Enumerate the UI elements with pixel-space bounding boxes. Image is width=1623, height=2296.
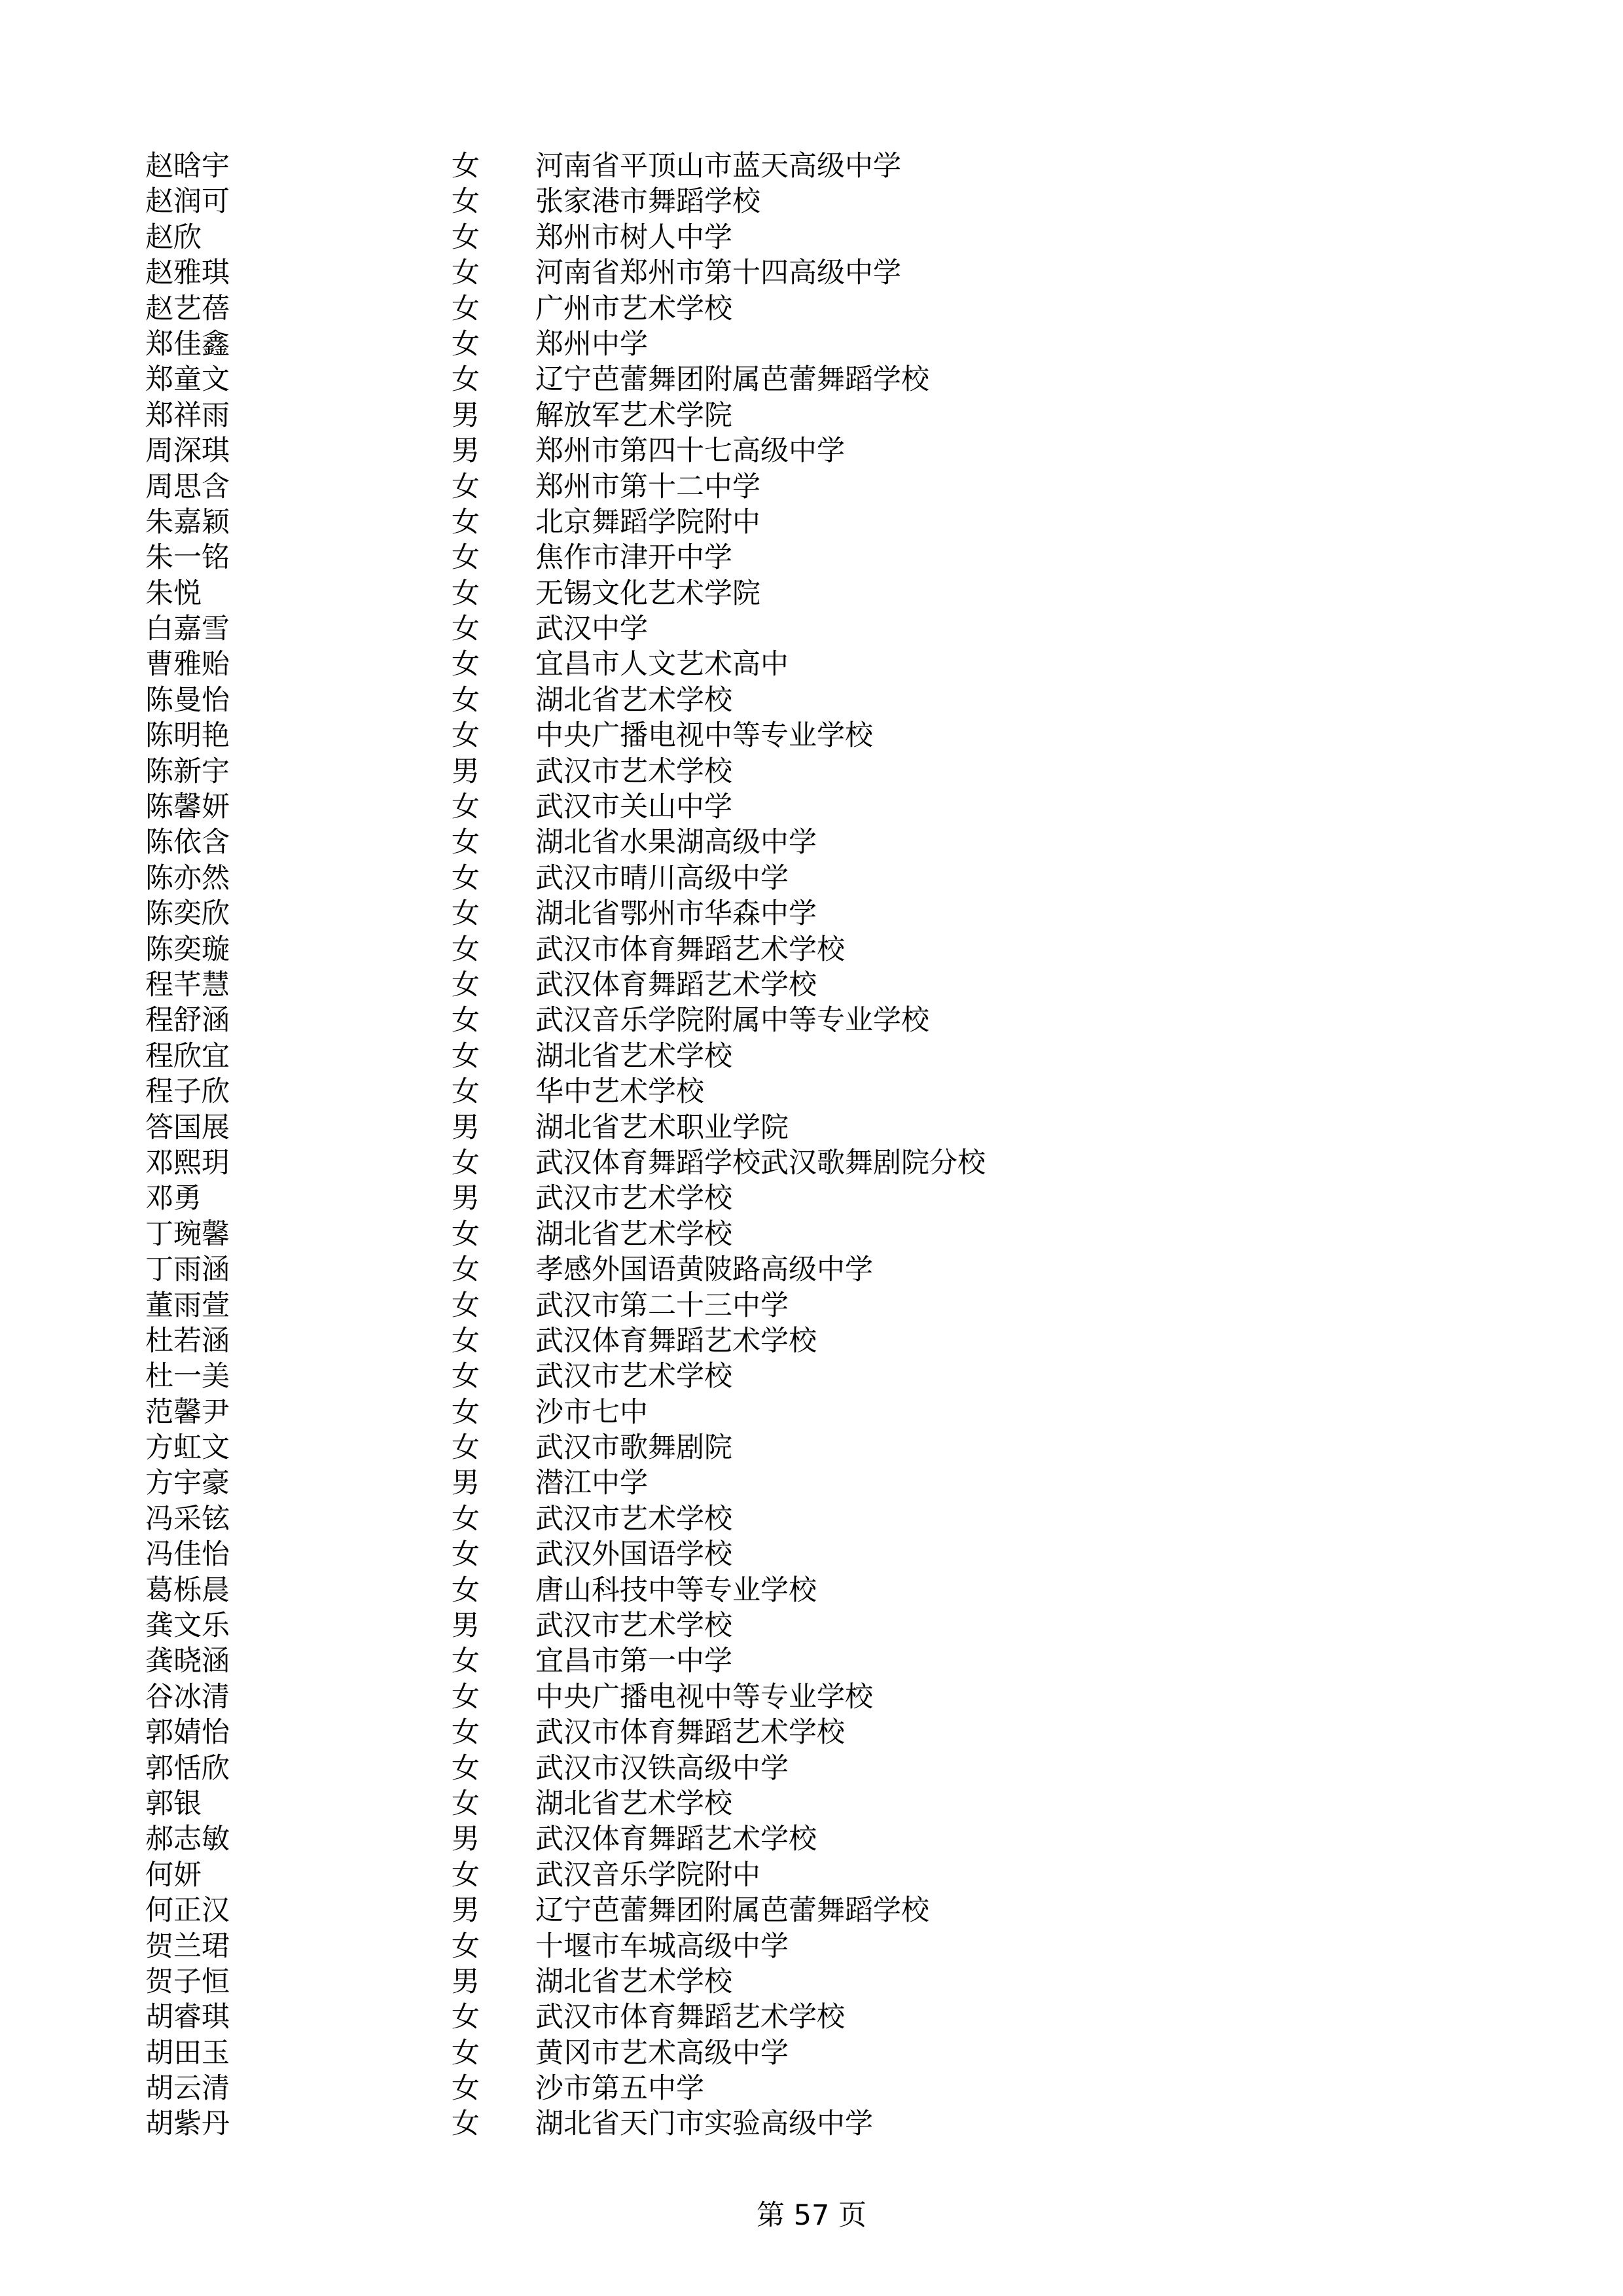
student-gender: 男: [452, 1894, 480, 1928]
list-item: [0, 398, 1623, 433]
student-school: 北京舞蹈学院附中: [535, 505, 760, 539]
list-item: [0, 1395, 1623, 1430]
student-school: 武汉市体育舞蹈艺术学校: [535, 1716, 845, 1749]
student-gender: 女: [452, 2108, 480, 2141]
list-item: [0, 1430, 1623, 1465]
student-gender: 女: [452, 1787, 480, 1820]
list-item: [0, 1288, 1623, 1323]
student-gender: 女: [452, 327, 480, 361]
student-school: 湖北省艺术学校: [535, 1965, 732, 1998]
student-name: 郑佳鑫: [145, 327, 230, 361]
student-name: 程芊慧: [145, 968, 230, 1001]
list-item: [0, 1786, 1623, 1821]
list-item: [0, 1039, 1623, 1074]
student-school: 湖北省艺术学校: [535, 1217, 732, 1251]
student-gender: 女: [452, 1858, 480, 1892]
student-name: 杜一美: [145, 1360, 230, 1393]
student-name: 周深琪: [145, 435, 230, 468]
student-gender: 女: [452, 826, 480, 859]
list-item: [0, 291, 1623, 327]
student-school: 武汉市艺术学校: [535, 1609, 732, 1643]
student-gender: 女: [452, 968, 480, 1001]
student-school: 宜昌市第一中学: [535, 1645, 732, 1678]
list-item: [0, 754, 1623, 789]
student-name: 程欣宜: [145, 1039, 230, 1073]
list-item: [0, 1501, 1623, 1537]
student-school: 宜昌市人文艺术高中: [535, 648, 789, 681]
student-school: 郑州中学: [535, 327, 648, 361]
list-item: [0, 1573, 1623, 1608]
student-name: 贺子恒: [145, 1965, 230, 1998]
student-gender: 女: [452, 897, 480, 931]
student-gender: 女: [452, 185, 480, 219]
student-school: 湖北省鄂州市华森中学: [535, 897, 817, 931]
student-gender: 女: [452, 861, 480, 895]
list-item: [0, 861, 1623, 896]
student-name: 董雨萱: [145, 1289, 230, 1322]
student-name: 冯佳怡: [145, 1538, 230, 1571]
student-school: 武汉市艺术学校: [535, 1502, 732, 1535]
student-name: 陈曼怡: [145, 683, 230, 717]
student-name: 郭恬欣: [145, 1751, 230, 1785]
student-name: 陈奕璇: [145, 933, 230, 966]
student-name: 郭银: [145, 1787, 202, 1820]
list-item: [0, 1323, 1623, 1359]
list-item: [0, 647, 1623, 682]
student-school: 武汉市关山中学: [535, 791, 732, 824]
student-school: 沙市第五中学: [535, 2072, 704, 2106]
student-name: 龚晓涵: [145, 1645, 230, 1678]
student-gender: 女: [452, 719, 480, 753]
student-name: 朱嘉颖: [145, 505, 230, 539]
student-name: 陈亦然: [145, 861, 230, 895]
student-gender: 女: [452, 1680, 480, 1713]
student-name: 朱一铭: [145, 541, 230, 575]
list-item: [0, 1821, 1623, 1857]
list-item: [0, 1715, 1623, 1750]
student-name: 方虹文: [145, 1431, 230, 1465]
student-gender: 女: [452, 1716, 480, 1749]
student-school: 湖北省艺术学校: [535, 1787, 732, 1820]
student-gender: 女: [452, 1502, 480, 1535]
student-school: 黄冈市艺术高级中学: [535, 2036, 789, 2070]
list-item: [0, 2106, 1623, 2142]
list-item: [0, 1145, 1623, 1181]
student-name: 龚文乐: [145, 1609, 230, 1643]
student-school: 武汉音乐学院附中: [535, 1858, 760, 1892]
list-item: [0, 1643, 1623, 1679]
student-name: 陈馨妍: [145, 791, 230, 824]
student-school: 湖北省艺术职业学院: [535, 1111, 789, 1144]
list-item: [0, 1608, 1623, 1643]
student-gender: 女: [452, 1929, 480, 1963]
student-gender: 女: [452, 292, 480, 325]
list-item: [0, 611, 1623, 647]
list-item: [0, 1074, 1623, 1109]
list-item: [0, 1252, 1623, 1287]
student-school: 张家港市舞蹈学校: [535, 185, 760, 219]
student-gender: 男: [452, 1111, 480, 1144]
student-school: 武汉体育舞蹈艺术学校: [535, 1324, 817, 1357]
student-name: 赵艺蓓: [145, 292, 230, 325]
list-item: [0, 1465, 1623, 1501]
student-gender: 女: [452, 221, 480, 254]
list-item: [0, 1929, 1623, 1964]
student-school: 十堰市车城高级中学: [535, 1929, 789, 1963]
student-gender: 女: [452, 1217, 480, 1251]
student-school: 河南省郑州市第十四高级中学: [535, 257, 901, 290]
student-name: 丁琬馨: [145, 1217, 230, 1251]
list-item: [0, 2071, 1623, 2106]
student-school: 沙市七中: [535, 1395, 648, 1429]
student-name: 谷冰清: [145, 1680, 230, 1713]
list-item: [0, 184, 1623, 219]
student-school: 广州市艺术学校: [535, 292, 732, 325]
student-gender: 男: [452, 1609, 480, 1643]
list-item: [0, 1110, 1623, 1145]
student-school: 孝感外国语黄陂路高级中学: [535, 1253, 873, 1287]
student-school: 武汉市艺术学校: [535, 755, 732, 788]
student-gender: 男: [452, 1823, 480, 1856]
student-school: 辽宁芭蕾舞团附属芭蕾舞蹈学校: [535, 363, 929, 397]
student-name: 郭婧怡: [145, 1716, 230, 1749]
list-item: [0, 433, 1623, 469]
student-name: 郝志敏: [145, 1823, 230, 1856]
list-item: [0, 896, 1623, 931]
student-school: 辽宁芭蕾舞团附属芭蕾舞蹈学校: [535, 1894, 929, 1928]
student-gender: 女: [452, 1395, 480, 1429]
student-name: 胡云清: [145, 2072, 230, 2106]
list-item: [0, 1181, 1623, 1216]
student-school: 武汉市体育舞蹈艺术学校: [535, 933, 845, 966]
student-gender: 男: [452, 755, 480, 788]
list-item: [0, 1893, 1623, 1928]
student-name: 陈依含: [145, 826, 230, 859]
student-name: 赵润可: [145, 185, 230, 219]
student-name: 胡田玉: [145, 2036, 230, 2070]
student-gender: 女: [452, 1538, 480, 1571]
student-gender: 男: [452, 1467, 480, 1500]
student-school: 武汉市体育舞蹈艺术学校: [535, 2001, 845, 2034]
student-school: 郑州市树人中学: [535, 221, 732, 254]
student-gender: 女: [452, 1324, 480, 1357]
student-school: 河南省平顶山市蓝天高级中学: [535, 150, 901, 183]
page-number: 第 57 页: [756, 2199, 867, 2232]
student-gender: 女: [452, 505, 480, 539]
list-item: [0, 576, 1623, 611]
student-name: 邓熙玥: [145, 1146, 230, 1179]
list-item: [0, 825, 1623, 860]
student-name: 范馨尹: [145, 1395, 230, 1429]
student-gender: 女: [452, 1146, 480, 1179]
student-gender: 男: [452, 1182, 480, 1215]
list-item: [0, 1857, 1623, 1893]
student-gender: 女: [452, 2072, 480, 2106]
list-item: [0, 1217, 1623, 1252]
student-school: 郑州市第十二中学: [535, 470, 760, 503]
student-school: 武汉音乐学院附属中等专业学校: [535, 1004, 929, 1037]
student-gender: 女: [452, 577, 480, 610]
student-gender: 女: [452, 363, 480, 397]
student-school: 湖北省天门市实验高级中学: [535, 2108, 873, 2141]
student-school: 潜江中学: [535, 1467, 648, 1500]
student-name: 邓勇: [145, 1182, 202, 1215]
student-name: 周思含: [145, 470, 230, 503]
student-gender: 女: [452, 683, 480, 717]
student-gender: 女: [452, 1573, 480, 1607]
student-school: 郑州市第四十七高级中学: [535, 435, 845, 468]
student-gender: 女: [452, 1360, 480, 1393]
student-name: 方宇豪: [145, 1467, 230, 1500]
student-school: 无锡文化艺术学院: [535, 577, 760, 610]
student-name: 陈明艳: [145, 719, 230, 753]
list-item: [0, 149, 1623, 184]
student-gender: 男: [452, 399, 480, 432]
student-gender: 女: [452, 2036, 480, 2070]
student-gender: 女: [452, 1751, 480, 1785]
student-name: 白嘉雪: [145, 613, 230, 646]
student-school: 武汉外国语学校: [535, 1538, 732, 1571]
student-gender: 女: [452, 933, 480, 966]
student-gender: 女: [452, 791, 480, 824]
student-gender: 女: [452, 613, 480, 646]
student-school: 中央广播电视中等专业学校: [535, 1680, 873, 1713]
student-name: 胡紫丹: [145, 2108, 230, 2141]
student-name: 朱悦: [145, 577, 202, 610]
student-gender: 女: [452, 1645, 480, 1678]
student-school: 武汉市艺术学校: [535, 1360, 732, 1393]
student-gender: 女: [452, 150, 480, 183]
student-school: 武汉体育舞蹈艺术学校: [535, 968, 817, 1001]
student-school: 武汉市歌舞剧院: [535, 1431, 732, 1465]
list-item: [0, 540, 1623, 575]
student-school: 武汉市艺术学校: [535, 1182, 732, 1215]
list-item: [0, 789, 1623, 825]
student-school: 华中艺术学校: [535, 1075, 704, 1109]
student-school: 武汉市第二十三中学: [535, 1289, 789, 1322]
list-item: [0, 469, 1623, 505]
student-name: 曹雅贻: [145, 648, 230, 681]
student-school: 武汉体育舞蹈艺术学校: [535, 1823, 817, 1856]
student-school: 武汉体育舞蹈学校武汉歌舞剧院分校: [535, 1146, 986, 1179]
student-name: 何正汉: [145, 1894, 230, 1928]
student-name: 冯采铉: [145, 1502, 230, 1535]
student-name: 胡睿琪: [145, 2001, 230, 2034]
student-name: 郑祥雨: [145, 399, 230, 432]
list-item: [0, 327, 1623, 362]
student-school: 湖北省艺术学校: [535, 1039, 732, 1073]
student-name: 赵欣: [145, 221, 202, 254]
list-item: [0, 505, 1623, 540]
student-school: 湖北省水果湖高级中学: [535, 826, 817, 859]
student-gender: 女: [452, 1289, 480, 1322]
student-name: 陈奕欣: [145, 897, 230, 931]
list-item: [0, 1003, 1623, 1038]
student-name: 程舒涵: [145, 1004, 230, 1037]
list-item: [0, 2000, 1623, 2035]
list-item: [0, 1679, 1623, 1715]
list-item: [0, 1537, 1623, 1572]
student-gender: 男: [452, 1965, 480, 1998]
student-gender: 女: [452, 648, 480, 681]
list-item: [0, 932, 1623, 967]
student-gender: 女: [452, 257, 480, 290]
list-item: [0, 2036, 1623, 2071]
list-item: [0, 683, 1623, 718]
student-gender: 女: [452, 541, 480, 575]
student-gender: 女: [452, 1004, 480, 1037]
student-school: 唐山科技中等专业学校: [535, 1573, 817, 1607]
student-name: 答国展: [145, 1111, 230, 1144]
student-school: 武汉市晴川高级中学: [535, 861, 789, 895]
student-gender: 男: [452, 435, 480, 468]
student-name: 杜若涵: [145, 1324, 230, 1357]
student-name: 郑童文: [145, 363, 230, 397]
student-school: 中央广播电视中等专业学校: [535, 719, 873, 753]
student-gender: 女: [452, 2001, 480, 2034]
student-gender: 女: [452, 1253, 480, 1287]
student-school: 武汉市汉铁高级中学: [535, 1751, 789, 1785]
student-name: 程子欣: [145, 1075, 230, 1109]
student-name: 葛栎晨: [145, 1573, 230, 1607]
student-school: 解放军艺术学院: [535, 399, 732, 432]
student-gender: 女: [452, 1039, 480, 1073]
student-name: 贺兰珺: [145, 1929, 230, 1963]
student-name: 丁雨涵: [145, 1253, 230, 1287]
list-item: [0, 220, 1623, 255]
student-name: 何妍: [145, 1858, 202, 1892]
student-school: 武汉中学: [535, 613, 648, 646]
list-item: [0, 967, 1623, 1003]
student-school: 湖北省艺术学校: [535, 683, 732, 717]
student-roster: [0, 149, 1623, 2142]
list-item: [0, 1964, 1623, 2000]
list-item: [0, 718, 1623, 753]
student-name: 陈新宇: [145, 755, 230, 788]
student-name: 赵晗宇: [145, 150, 230, 183]
student-name: 赵雅琪: [145, 257, 230, 290]
student-gender: 女: [452, 1075, 480, 1109]
list-item: [0, 255, 1623, 291]
list-item: [0, 362, 1623, 397]
list-item: [0, 1751, 1623, 1786]
student-gender: 女: [452, 470, 480, 503]
student-school: 焦作市津开中学: [535, 541, 732, 575]
student-gender: 女: [452, 1431, 480, 1465]
list-item: [0, 1359, 1623, 1394]
